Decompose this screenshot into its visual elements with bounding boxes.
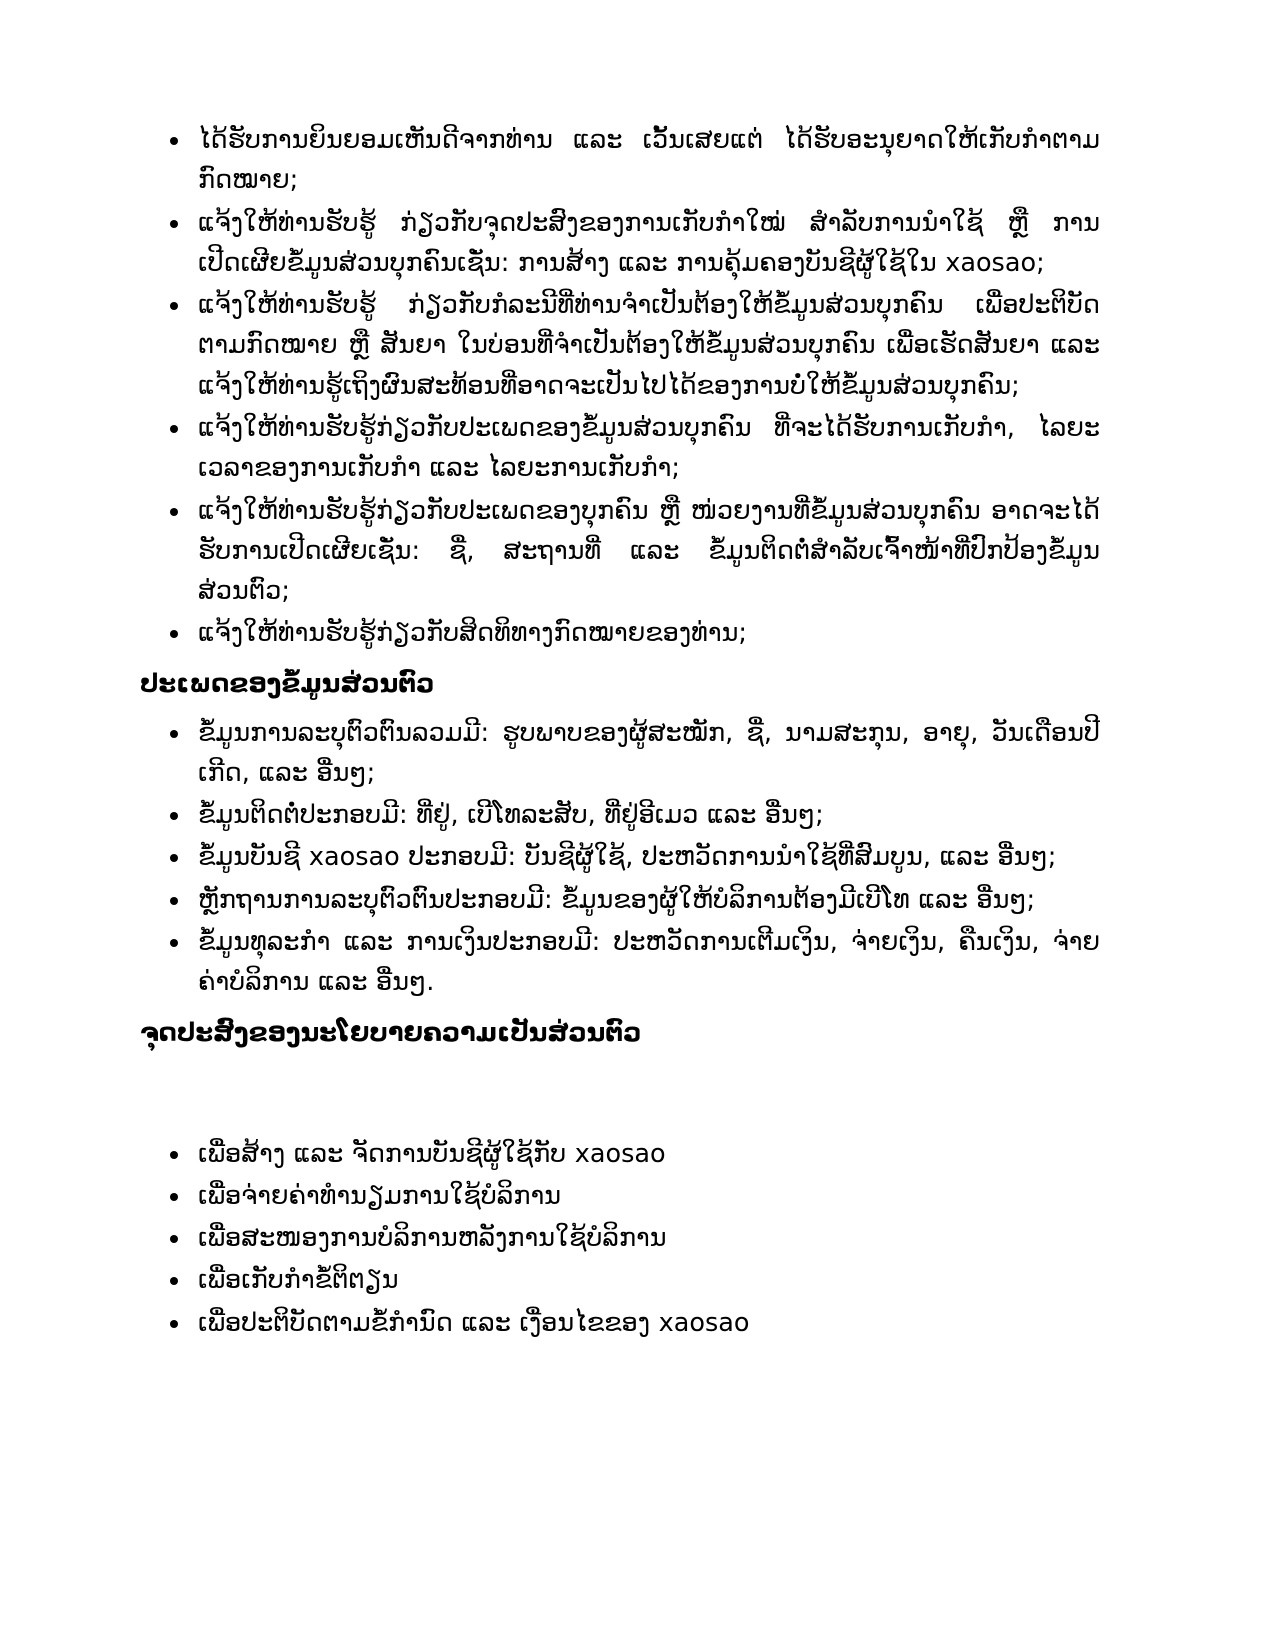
list-item: ເພື່ອເກັບກຳຂໍ້ຕິຕຽນ [140, 1260, 1100, 1300]
document-body [140, 120, 1100, 1343]
list-item: ຫຼັກຖານການລະບຸຕົວຕົນປະກອບມີ: ຂໍ້ມູນຂອງຜູ້ໃຫ້ບໍລິການຕ້ອງມີເບີໂທ ແລະ ອື່ນໆ; [140, 880, 1100, 920]
purpose-bullet-list [140, 1134, 1100, 1343]
list-item: ແຈ້ງໃຫ້ທ່ານຮັບຮູ້ກ່ຽວກັບປະເພດຂອງຂໍ້ມູນສ່ວນບຸກຄົນ ທີ່ຈະໄດ້ຮັບການເກັບກຳ, ໄລຍະເວລາຂອງການເກັບກຳ ແລະ ໄລຍະການເກັບກຳ; [140, 408, 1100, 489]
data-types-bullet-list [140, 713, 1100, 1003]
rights-bullet-list [140, 120, 1100, 654]
list-item: ເພື່ອສະໜອງການບໍລິການຫລັງການໃຊ້ບໍລິການ [140, 1218, 1100, 1258]
list-item: ແຈ້ງໃຫ້ທ່ານຮັບຮູ້ ກ່ຽວກັບຈຸດປະສົງຂອງການເກັບກຳໃໝ່ ສຳລັບການນຳໃຊ້ ຫຼື ການເປີດເຜີຍຂໍ້ມູນສ່ວນບຸກຄົນເຊັ່ນ: ການສ້າງ ແລະ ການຄຸ້ມຄອງບັນຊີຜູ້ໃຊ້ໃນ xaosao; [140, 203, 1100, 284]
list-item: ຂໍ້ມູນທຸລະກຳ ແລະ ການເງິນປະກອບມີ: ປະຫວັດການເຕີມເງິນ, ຈ່າຍເງິນ, ຄືນເງິນ, ຈ່າຍຄ່າບໍລິການ ແລະ ອື່ນໆ. [140, 922, 1100, 1003]
list-item: ຂໍ້ມູນການລະບຸຕົວຕົນລວມມີ: ຮູບພາບຂອງຜູ້ສະໝັກ, ຊື່, ນາມສະກຸນ, ອາຍຸ, ວັນເດືອນປີເກີດ, ແລະ ອື່ນໆ; [140, 713, 1100, 794]
vertical-spacer [140, 1062, 1100, 1134]
section-heading-data-types: ປະເພດຂອງຂໍ້ມູນສ່ວນຕົວ [140, 668, 435, 699]
list-item: ແຈ້ງໃຫ້ທ່ານຮັບຮູ້ ກ່ຽວກັບກໍລະນີທີ່ທ່ານຈຳເປັນຕ້ອງໃຫ້ຂໍ້ມູນສ່ວນບຸກຄົນ ເພື່ອປະຕິບັດຕາມກົດໝາຍ ຫຼື ສັນຍາ ໃນບ່ອນທີ່ຈຳເປັນຕ້ອງໃຫ້ຂໍ້ມູນສ່ວນບຸກຄົນ ເພື່ອເຮັດສັນຍາ ແລະ ແຈ້ງໃຫ້ທ່ານຮູ້ເຖິງຜົນສະທ້ອນທີ່ອາດຈະເປັນໄປໄດ້ຂອງການບໍ່ໃຫ້ຂໍ້ມູນສ່ວນບຸກຄົນ; [140, 285, 1100, 406]
list-item: ເພື່ອປະຕິບັດຕາມຂໍ້ກຳນົດ ແລະ ເງື່ອນໄຂຂອງ xaosao [140, 1303, 1100, 1343]
list-item: ຂໍ້ມູນຕິດຕໍ່ປະກອບມີ: ທີ່ຢູ່, ເບີໂທລະສັບ, ທີ່ຢູ່ອີເມວ ແລະ ອື່ນໆ; [140, 795, 1100, 835]
list-item: ເພື່ອຈ່າຍຄ່າທຳນຽມການໃຊ້ບໍລິການ [140, 1176, 1100, 1216]
list-item: ແຈ້ງໃຫ້ທ່ານຮັບຮູ້ກ່ຽວກັບສິດທິທາງກົດໝາຍຂອງທ່ານ; [140, 613, 1100, 653]
list-item: ໄດ້ຮັບການຍິນຍອມເຫັນດີຈາກທ່ານ ແລະ ເວັ້ນເສຍແຕ່ ໄດ້ຮັບອະນຸຍາດໃຫ້ເກັບກຳຕາມກົດໝາຍ; [140, 120, 1100, 201]
list-item: ຂໍ້ມູນບັນຊີ xaosao ປະກອບມີ: ບັນຊີຜູ້ໃຊ້, ປະຫວັດການນຳໃຊ້ທີ່ສົມບູນ, ແລະ ອື່ນໆ; [140, 837, 1100, 877]
section-heading-purpose: ຈຸດປະສົງຂອງນະໂຍບາຍຄວາມເປັນສ່ວນຕົວ [140, 1017, 642, 1048]
list-item: ແຈ້ງໃຫ້ທ່ານຮັບຮູ້ກ່ຽວກັບປະເພດຂອງບຸກຄົນ ຫຼື ໜ່ວຍງານທີ່ຂໍ້ມູນສ່ວນບຸກຄົນ ອາດຈະໄດ້ຮັບການເປີດເຜີຍເຊັ່ນ: ຊື່, ສະຖານທີ່ ແລະ ຂໍ້ມູນຕິດຕໍ່ສຳລັບເຈົ້າໜ້າທີ່ປົກປ້ອງຂໍ້ມູນສ່ວນຕົວ; [140, 491, 1100, 612]
list-item: ເພື່ອສ້າງ ແລະ ຈັດການບັນຊີຜູ້ໃຊ້ກັບ xaosao [140, 1134, 1100, 1174]
